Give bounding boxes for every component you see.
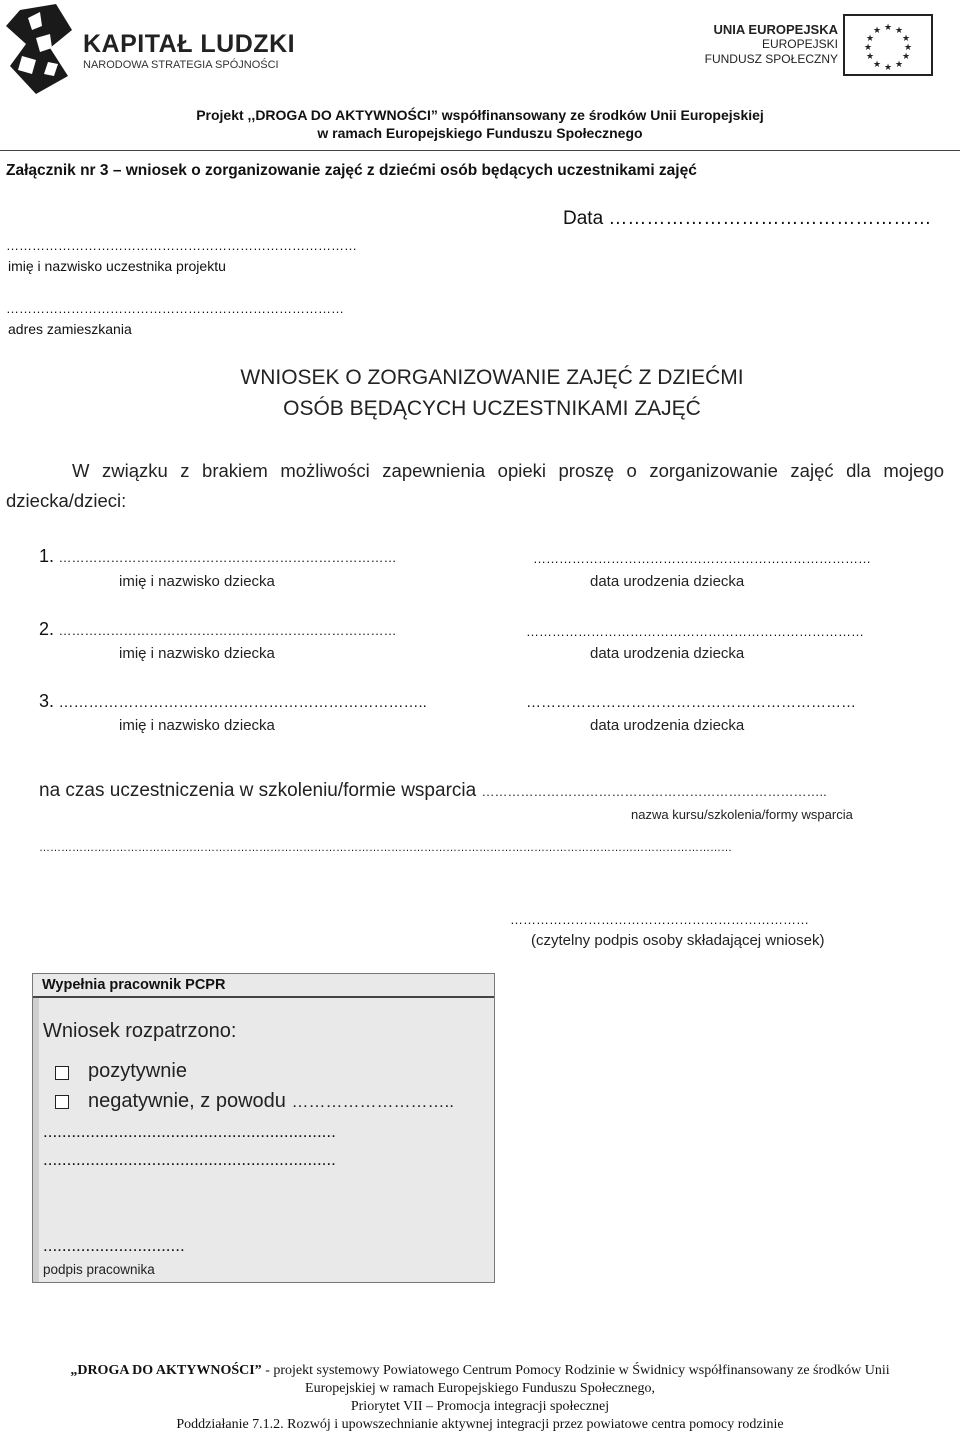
footer-line4: Poddziałanie 7.1.2. Rozwój i upowszechnianie aktywnej integracji przez powiatowe centra pomocy rodzinie [176, 1417, 784, 1432]
kapital-ludzki-logo [6, 4, 296, 94]
negative-reason-field[interactable]: ……………………….. [291, 1092, 454, 1111]
course-name-field[interactable]: …………………………………………………………………….. [481, 784, 827, 799]
participant-name-label: imię i nazwisko uczestnika projektu [8, 258, 226, 274]
footer-line1 [0, 1362, 960, 1380]
applicant-signature-label: (czytelny podpis osoby składającej wniosek) [531, 932, 825, 949]
eu-logo-text [705, 22, 838, 67]
pcpr-box-shadow [33, 998, 39, 1282]
request-paragraph-text: W związku z brakiem możliwości zapewnienia opieki proszę o zorganizowanie zajęć dla mojego dziecka/dzieci: [6, 460, 944, 511]
applicant-signature-field[interactable]: …………………………………………………………… [510, 912, 809, 927]
course-line [39, 780, 827, 802]
kapital-ludzki-subtitle: NARODOWA STRATEGIA SPÓJNOŚCI [83, 59, 279, 71]
document-title [0, 362, 960, 424]
child-row-2 [39, 619, 396, 640]
participant-name-field[interactable]: ……………………………………………………………………… [6, 238, 357, 253]
child-row-1 [39, 546, 396, 567]
child-birthdate-field[interactable]: ………………………………………………………… [526, 694, 856, 711]
svg-text:★: ★ [894, 60, 904, 70]
svg-text:★: ★ [863, 43, 873, 53]
eu-logo-line2: EUROPEJSKI [761, 37, 838, 51]
child-name-label: imię i nazwisko dziecka [119, 573, 275, 590]
svg-text:★: ★ [883, 23, 893, 33]
negative-option [88, 1090, 454, 1113]
eu-logo [700, 12, 936, 78]
child-birthdate-label: data urodzenia dziecka [590, 717, 745, 734]
kapital-ludzki-title: KAPITAŁ LUDZKI [83, 30, 296, 58]
svg-text:★: ★ [901, 34, 911, 44]
course-name-field-line2[interactable]: ……………………………………………………………………………………………………………………………………………………………………… [39, 842, 732, 854]
negative-checkbox[interactable] [55, 1095, 69, 1109]
footer-line1-text: - projekt systemowy Powiatowego Centrum Pomocy Rodzinie w Świdnicy współfinansowany ze środków Unii [261, 1363, 890, 1378]
svg-text:★: ★ [901, 52, 911, 62]
positive-checkbox[interactable] [55, 1066, 69, 1080]
header-divider [0, 150, 960, 151]
svg-text:★: ★ [865, 34, 875, 44]
employee-signature-label: podpis pracownika [43, 1262, 155, 1277]
child-number: 3. [39, 691, 55, 711]
svg-text:★: ★ [894, 26, 904, 36]
request-paragraph [6, 456, 944, 516]
positive-option-label: pozytywnie [88, 1060, 187, 1082]
child-row-3 [39, 691, 427, 712]
course-name-label: nazwa kursu/szkolenia/formy wsparcia [631, 807, 853, 822]
date-field[interactable]: Data …………………………………………… [563, 208, 932, 229]
child-birthdate-field[interactable]: …………………………………………………………………… [533, 551, 871, 566]
negative-reason-line1[interactable]: .............................................................. [43, 1122, 336, 1141]
document-title-line2: OSÓB BĘDĄCYCH UCZESTNIKAMI ZAJĘĆ [283, 397, 701, 420]
pcpr-box [32, 973, 495, 1283]
svg-text:★: ★ [872, 60, 882, 70]
child-number: 2. [39, 619, 55, 639]
eu-flag-icon [843, 14, 933, 76]
child-name-field[interactable]: …………………………………………………………………… [58, 550, 397, 565]
child-name-label: imię i nazwisko dziecka [119, 717, 275, 734]
negative-reason-line2[interactable]: .............................................................. [43, 1150, 336, 1169]
project-header-line2: w ramach Europejskiego Funduszu Społecznego [317, 125, 643, 141]
child-birthdate-field[interactable]: …………………………………………………………………… [526, 624, 864, 639]
kapital-ludzki-emblem-icon [6, 4, 82, 96]
footer [0, 1362, 960, 1434]
project-header [0, 106, 960, 142]
pcpr-box-header [33, 974, 494, 998]
reviewed-label: Wniosek rozpatrzono: [43, 1020, 237, 1042]
document-title-line1: WNIOSEK O ZORGANIZOWANIE ZAJĘĆ Z DZIEĆMI [240, 366, 744, 389]
eu-logo-line3: FUNDUSZ SPOŁECZNY [704, 52, 838, 66]
attachment-title: Załącznik nr 3 – wniosek o zorganizowanie zajęć z dziećmi osób będących uczestnikami zajęć [6, 162, 697, 179]
project-header-line1: Projekt ,,DROGA DO AKTYWNOŚCI” współfinansowany ze środków Unii Europejskiej [196, 107, 764, 123]
svg-text:★: ★ [865, 52, 875, 62]
footer-project-name: „DROGA DO AKTYWNOŚCI” [70, 1363, 262, 1378]
course-text: na czas uczestniczenia w szkoleniu/formie wsparcia [39, 780, 477, 801]
child-birthdate-label: data urodzenia dziecka [590, 645, 745, 662]
employee-signature-field[interactable]: .............................. [43, 1236, 185, 1255]
svg-text:★: ★ [903, 43, 913, 53]
address-field[interactable]: …………………………………………………………………… [6, 301, 344, 316]
negative-option-label: negatywnie, z powodu [88, 1090, 286, 1112]
pcpr-box-header-text: Wypełnia pracownik PCPR [42, 977, 226, 993]
svg-text:★: ★ [883, 63, 893, 73]
child-name-field[interactable]: ……………………………………………………………….. [58, 694, 427, 711]
eu-logo-line1: UNIA EUROPEJSKA [713, 22, 838, 37]
footer-line3: Priorytet VII – Promocja integracji społecznej [350, 1399, 610, 1414]
footer-line2: Europejskiej w ramach Europejskiego Funduszu Społecznego, [305, 1381, 655, 1396]
child-name-field[interactable]: …………………………………………………………………… [58, 623, 397, 638]
child-birthdate-label: data urodzenia dziecka [590, 573, 745, 590]
child-name-label: imię i nazwisko dziecka [119, 645, 275, 662]
svg-text:★: ★ [872, 26, 882, 36]
child-number: 1. [39, 546, 55, 566]
address-label: adres zamieszkania [8, 321, 132, 337]
